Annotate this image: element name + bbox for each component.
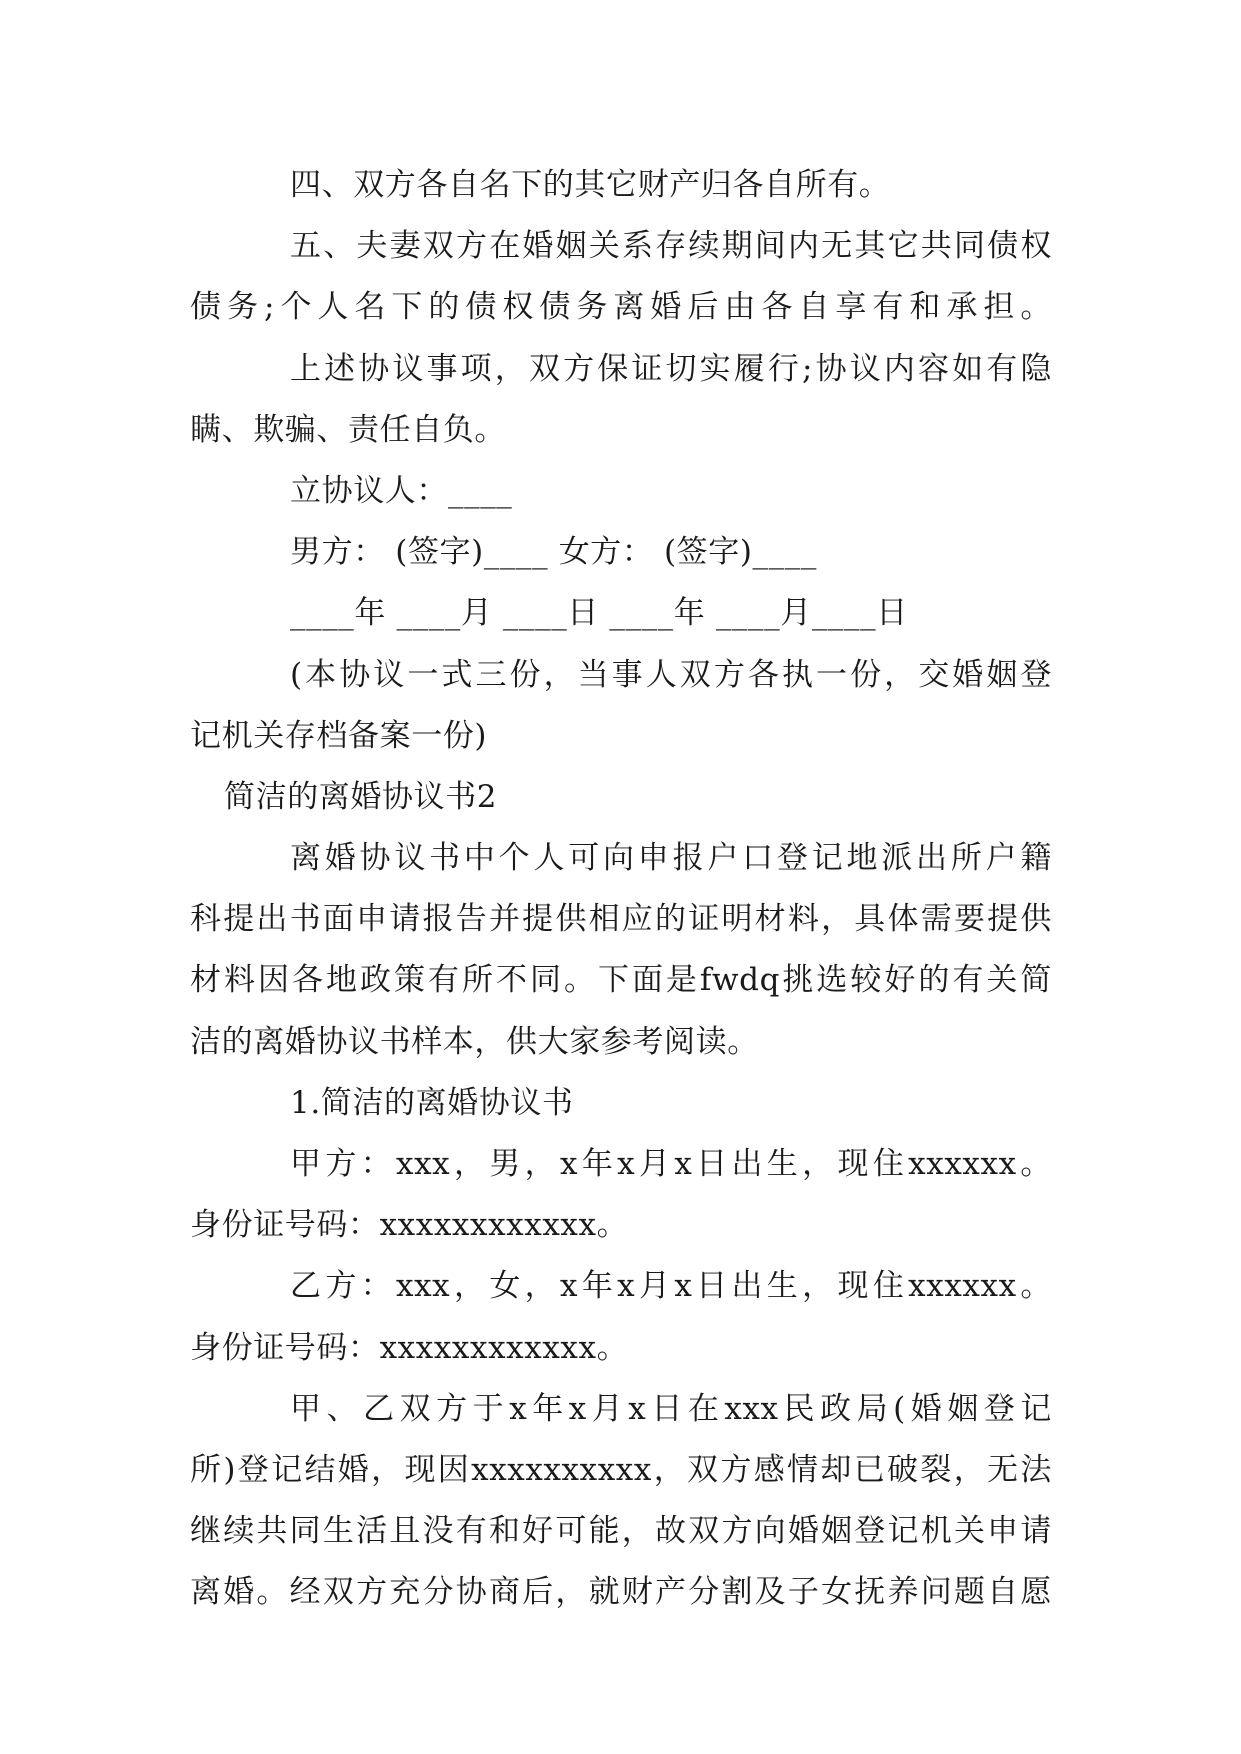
marriage-paragraph-line-1: 甲、乙双方于x年x月x日在xxx民政局(婚姻登记 — [290, 1390, 1052, 1427]
clause-five-line-1: 五、夫妻双方在婚姻关系存续期间内无其它共同债权 — [290, 228, 1052, 265]
party-a-line: 甲方：xxx，男，x年x月x日出生，现住xxxxxx。 — [290, 1146, 1052, 1182]
intro-line-2: 科提出书面申请报告并提供相应的证明材料，具体需要提供 — [190, 901, 1052, 938]
copies-note-line-1: (本协议一式三份，当事人双方各执一份，交婚姻登 — [290, 656, 1052, 693]
marriage-paragraph-line-3: 继续共同生活且没有和好可能，故双方向婚姻登记机关申请 — [190, 1513, 1052, 1550]
party-b-id-line: 身份证号码：xxxxxxxxxxxx。 — [190, 1329, 629, 1366]
agreement-statement-line-2: 瞒、欺骗、责任自负。 — [190, 411, 506, 448]
date-line: ____年 ____月 ____日 ____年 ____月____日 — [290, 595, 908, 632]
intro-line-4: 洁的离婚协议书样本，供大家参考阅读。 — [190, 1023, 759, 1060]
copies-note-line-2: 记机关存档备案一份) — [190, 717, 488, 754]
clause-five-line-2: 债务;个人名下的债权债务离婚后由各自享有和承担。 — [190, 289, 1052, 326]
clause-four-line: 四、双方各自名下的其它财产归各自所有。 — [290, 167, 891, 203]
intro-line-1: 离婚协议书中个人可向申报户口登记地派出所户籍 — [290, 840, 1052, 877]
sample-heading: 1.简洁的离婚协议书 — [290, 1084, 574, 1121]
agreement-statement-line-1: 上述协议事项，双方保证切实履行;协议内容如有隐 — [290, 350, 1052, 387]
party-a-id-line: 身份证号码：xxxxxxxxxxxx。 — [190, 1207, 629, 1244]
marriage-paragraph-line-2: 所)登记结婚，现因xxxxxxxxxx，双方感情却已破裂，无法 — [190, 1451, 1052, 1488]
marriage-paragraph-line-4: 离婚。经双方充分协商后，就财产分割及子女抚养问题自愿 — [190, 1574, 1052, 1611]
party-b-line: 乙方：xxx，女，x年x月x日出生，现住xxxxxx。 — [290, 1268, 1052, 1305]
section-title: 简洁的离婚协议书2 — [224, 778, 498, 815]
signatory-line: 立协议人：____ — [290, 472, 513, 509]
signature-line: 男方： (签字)____ 女方： (签字)____ — [290, 534, 817, 571]
document-body — [190, 155, 1052, 1624]
intro-line-3: 材料因各地政策有所不同。下面是fwdq挑选较好的有关简 — [190, 962, 1052, 999]
